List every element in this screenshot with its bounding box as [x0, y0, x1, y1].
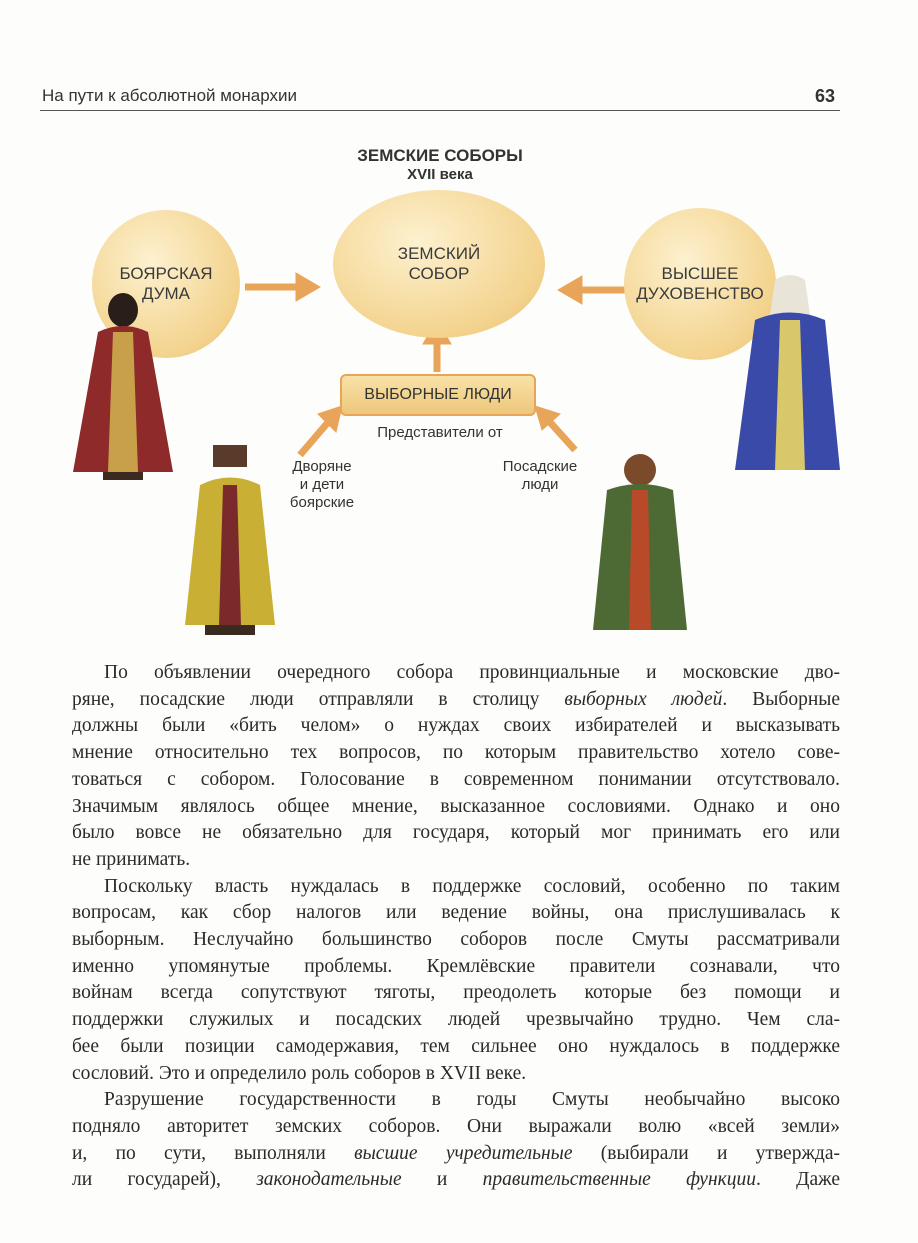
italic-term: высшие учредительные: [354, 1142, 573, 1164]
body-text: [72, 660, 840, 1194]
posad-line-1: Посадские: [502, 458, 578, 475]
boyar-duma-label-1: БОЯРСКАЯ: [119, 264, 213, 284]
clergy-figure-illustration: [735, 275, 845, 475]
text-line: поддержки служилых и посадских людей чрезвычайно трудно. Чем сла-: [72, 1009, 840, 1031]
text-line: именно упомянутые проблемы. Кремлёвские правители сознавали, что: [72, 955, 840, 977]
page-number: 63: [815, 86, 836, 106]
clergy-label-2: ДУХОВЕНСТВО: [636, 284, 764, 303]
text-line: Значимым являлось общее мнение, высказанное сословиями. Однако и оно: [72, 795, 840, 817]
text-line: По объявлении очередного собора провинциальные и московские дво-: [104, 662, 840, 683]
text-line: товаться с собором. Голосование в современном понимании отсутствовало.: [72, 768, 840, 790]
text-line: Разрушение государственности в годы Смуты необычайно высоко: [104, 1089, 840, 1111]
dvoryane-line-1: Дворяне: [292, 458, 352, 475]
elected-people-box: ВЫБОРНЫЕ ЛЮДИ: [340, 374, 536, 416]
text-segment: (выбирали и утвержда-: [572, 1142, 840, 1164]
text-line: вопросам, как сбор налогов или ведение войны, она прислушивалась к: [72, 902, 840, 924]
arrow-dvoryane: [300, 420, 330, 455]
posad-label: [495, 458, 585, 494]
text-segment: и, по сути, выполняли: [72, 1142, 355, 1164]
dvoryane-line-3: боярские: [289, 494, 355, 511]
clergy-label-1: ВЫСШЕЕ: [661, 264, 739, 284]
text-segment: . Выборные: [722, 688, 841, 710]
italic-term: законодательные: [256, 1169, 402, 1191]
text-line: сословий. Это и определило роль соборов в XVII веке.: [72, 1062, 527, 1084]
boyar-figure-illustration: [68, 292, 178, 484]
text-line: войнам всегда сопутствуют тяготы, преодолеть которые без помощи и: [72, 982, 840, 1004]
zemsky-sobor-label-2: СОБОР: [408, 264, 470, 283]
text-line: подняло авторитет земских соборов. Они выражали волю «всей земли»: [72, 1115, 840, 1137]
representatives-label: Представители от: [377, 424, 503, 441]
text-segment: и: [401, 1169, 483, 1191]
boyar-duma-label-2: ДУМА: [141, 284, 190, 303]
diagram-subtitle: XVII века: [407, 166, 473, 183]
paragraph-1: [72, 660, 840, 874]
text-line: должны были «бить челом» о нуждах своих избирателей и высказывать: [72, 715, 840, 737]
dvoryane-label: [272, 458, 372, 512]
arrow-right-head: [558, 276, 582, 304]
paragraph-2: [72, 874, 840, 1088]
dvoryane-line-2: и дети: [299, 476, 345, 493]
running-title: На пути к абсолютной монархии: [42, 86, 297, 105]
diagram-title: ЗЕМСКИЕ СОБОРЫ: [357, 146, 523, 165]
text-segment: ряне, посадские люди отправляли в столицу: [72, 688, 565, 710]
arrow-left-head: [296, 273, 320, 301]
text-line: мнение относительно тех вопросов, по которым правительство хотело сове-: [72, 742, 840, 764]
text-line: Поскольку власть нуждалась в поддержке сословий, особенно по таким: [104, 875, 840, 897]
text-line: [72, 687, 840, 714]
zemsky-sobor-node: [333, 190, 545, 338]
dvoryanin-figure-illustration: [175, 440, 285, 640]
arrow-posad: [548, 420, 575, 450]
text-line: выборным. Неслучайно большинство соборов после Смуты рассматривали: [72, 929, 840, 951]
posadsky-figure-illustration: [585, 450, 695, 640]
text-segment: ли государей),: [72, 1169, 257, 1191]
text-line: не принимать.: [72, 848, 191, 870]
text-line: [72, 1141, 840, 1168]
italic-term: правительственные функции: [482, 1169, 757, 1191]
zemsky-sobor-label-1: ЗЕМСКИЙ: [397, 244, 481, 264]
text-line: бее были позиции самодержавия, тем сильнее оно нуждалось в поддержке: [72, 1035, 840, 1057]
text-segment: . Даже: [756, 1169, 841, 1191]
posad-line-2: люди: [521, 476, 559, 493]
text-line: было вовсе не обязательно для государя, который мог принимать его или: [72, 822, 840, 844]
paragraph-3: [72, 1087, 840, 1194]
text-line: [72, 1167, 840, 1194]
italic-term: выборных людей: [564, 688, 723, 710]
